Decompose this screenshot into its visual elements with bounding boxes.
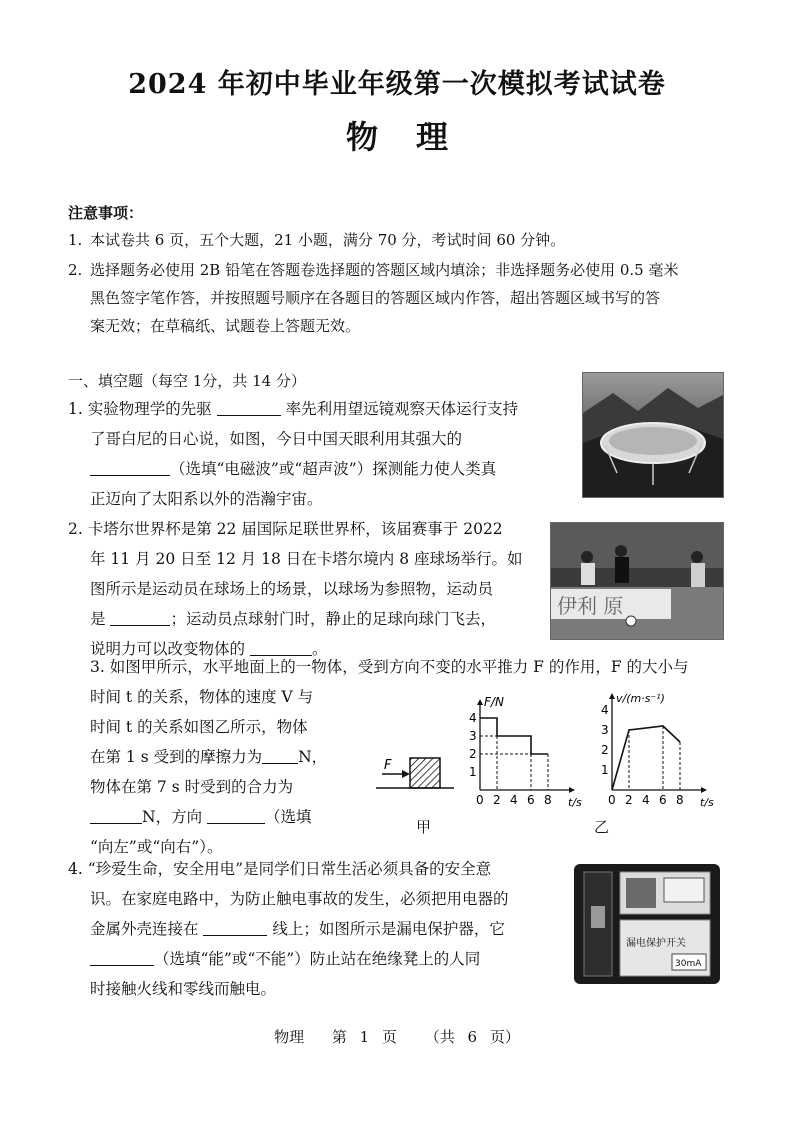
y-arrow-icon <box>477 699 483 705</box>
notes-heading: 注意事项： <box>68 204 144 222</box>
x-axis-label: t/s <box>568 796 582 809</box>
arrow-head-icon <box>402 770 410 778</box>
force-time-graph <box>462 694 582 810</box>
question-3-body: 时间 t 的关系，物体的速度 V 与 时间 t 的关系如图乙所示，物体 在第 1 s 受到的摩擦力为 N， 物体在第 7 s 时受到的合力为 N，方向 （选填 “向左”或“向右”）。 <box>90 688 328 856</box>
x-tick-label: 2 <box>493 793 501 807</box>
y-tick-label: 2 <box>469 747 477 761</box>
question-3-stem: 3. 如图甲所示，水平地面上的一物体，受到方向不变的水平推力 F 的作用，F 的大小与 <box>90 658 689 676</box>
x-tick-label: 4 <box>642 793 650 807</box>
leakage-protector-photo <box>572 862 722 986</box>
y-tick-label: 4 <box>469 711 477 725</box>
note-item-1: 1. 本试卷共 6 页，五个大题，21 小题，满分 70 分，考试时间 60 分钟。 <box>68 231 566 249</box>
answer-blank[interactable] <box>90 805 142 824</box>
y-axis-label: F/N <box>484 695 504 709</box>
force-label: F <box>384 758 392 773</box>
x-tick-label: 8 <box>676 793 684 807</box>
x-tick-label: 8 <box>544 793 552 807</box>
figure-block <box>376 744 456 804</box>
velocity-line <box>612 726 680 790</box>
answer-blank[interactable] <box>203 917 267 936</box>
answer-blank[interactable] <box>217 397 281 416</box>
figure-a-label: 甲 <box>416 818 432 836</box>
y-tick-label: 1 <box>601 763 609 777</box>
answer-blank[interactable] <box>110 607 170 626</box>
guide-lines <box>480 736 548 790</box>
y-tick-label: 3 <box>469 729 477 743</box>
y-arrow-icon <box>609 693 615 699</box>
subject-title: 物理 <box>345 118 486 156</box>
block-object <box>410 758 440 788</box>
x-tick-label: 4 <box>510 793 518 807</box>
y-tick-label: 2 <box>601 743 609 757</box>
x-tick-label: 0 <box>608 793 616 807</box>
x-arrow-icon <box>701 787 707 793</box>
velocity-time-graph <box>592 690 722 810</box>
x-tick-label: 6 <box>659 793 667 807</box>
y-tick-label: 4 <box>601 703 609 717</box>
y-axis-label: v/(m·s⁻¹) <box>616 692 665 705</box>
telescope-image <box>583 373 723 497</box>
answer-blank[interactable] <box>207 805 265 824</box>
fast-telescope-photo <box>582 372 724 498</box>
banner-text: 伊利 原 <box>557 594 624 618</box>
question-1: 1. 实验物理学的先驱 率先利用望远镜观察天体运行支持 了哥白尼的日心说，如图，今日中国天眼利用其强大的 （选填“电磁波”或“超声波”）探测能力使人类真 正迈向了太阳系以外的浩瀚宇宙。 <box>68 394 568 514</box>
answer-blank[interactable] <box>90 947 154 966</box>
exam-title: 2024 年初中毕业年级第一次模拟考试试卷 <box>128 69 666 100</box>
x-axis-label: t/s <box>700 796 714 809</box>
x-arrow-icon <box>569 787 575 793</box>
device-label: 漏电保护开关 <box>626 938 686 949</box>
page-footer: 物理 第 1 页 （共 6 页） <box>274 1028 520 1046</box>
football-photo <box>550 522 724 640</box>
football-image <box>551 523 723 639</box>
question-2: 2. 卡塔尔世界杯是第 22 届国际足联世界杯，该届赛事于 2022 年 11 月 20 日至 12 月 18 日在卡塔尔境内 8 座球场举行。如 图所示是运动员在球场上的场景，以球场为参照物，运动员 是 ；运动员点球射门时，静止的足球向球门飞去， 说明力可以改变物体的 。 <box>68 520 523 658</box>
protector-image <box>572 862 722 986</box>
device-rating: 30mA <box>675 959 702 969</box>
answer-blank[interactable] <box>262 745 298 764</box>
answer-blank[interactable] <box>90 457 170 476</box>
x-tick-label: 2 <box>625 793 633 807</box>
y-tick-label: 3 <box>601 723 609 737</box>
question-4: 4. “珍爱生命，安全用电”是同学们日常生活必须具备的安全意 识。在家庭电路中，为防止触电事故的发生，必须把用电器的 金属外壳连接在 线上；如图所示是漏电保护器，它 （选填“能”或“不能”）防止站在绝缘凳上的人同 时接触火线和零线而触电。 <box>68 860 509 998</box>
note-item-2: 2. 选择题务必使用 2B 铅笔在答题卷选择题的答题区域内填涂；非选择题务必使用 0.5 毫米 黑色签字笔作答，并按照题号顺序在各题目的答题区域内作答，超出答题区域书写的答 案无效；在草稿纸、试题卷上答题无效。 <box>68 261 679 335</box>
section-heading: 一、填空题（每空 1分，共 14 分） <box>68 372 306 390</box>
x-tick-label: 0 <box>476 793 484 807</box>
figure-b-label: 乙 <box>594 818 610 836</box>
y-tick-label: 1 <box>469 765 477 779</box>
x-tick-label: 6 <box>527 793 535 807</box>
